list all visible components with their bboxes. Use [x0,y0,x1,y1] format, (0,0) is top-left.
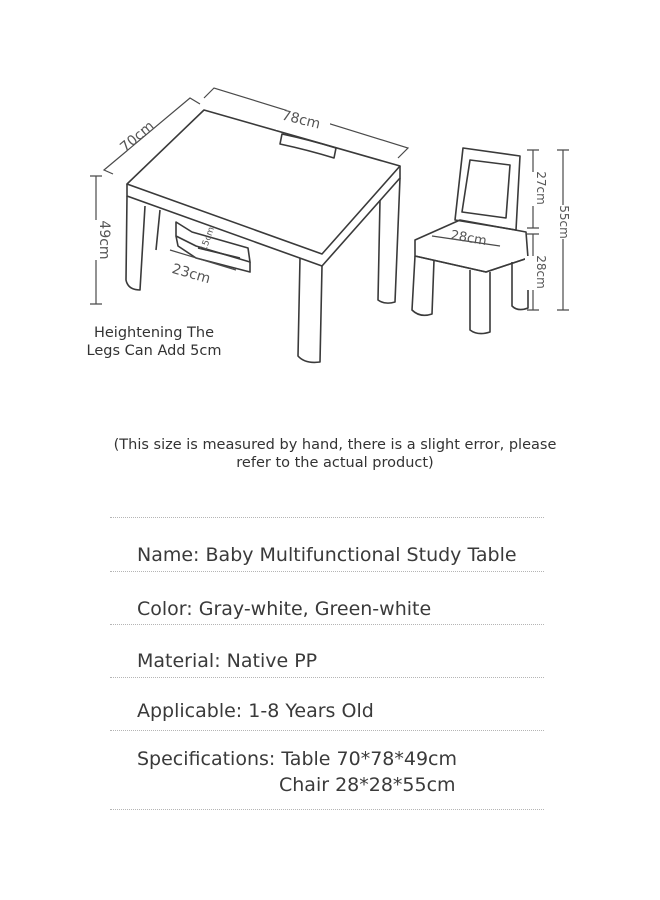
dim-chair-total-height: 55cm [557,205,571,239]
table-leg-back-right [378,178,400,303]
spec-material-value: Native PP [226,650,318,672]
table-top [127,107,400,254]
divider [110,517,544,518]
spec-specifications-table: Table 70*78*49cm [281,748,458,770]
dim-table-depth: 70cm [117,118,158,156]
dim-table-width: 78cm [280,107,322,133]
table-leg-front-left [126,196,145,290]
spec-material-label: Material: [137,650,221,672]
divider [110,677,544,678]
spec-applicable-value: 1-8 Years Old [248,700,374,722]
divider [110,624,544,625]
spec-specifications-chair-line [279,774,456,796]
dim-drawer-size: 23cm [170,261,213,288]
dimension-diagram [0,0,660,380]
chair-leg-front-right [470,270,490,334]
spec-color [137,598,431,620]
dim-drawer-label: 15cm [199,225,218,253]
spec-color-value: Gray-white, Green-white [198,598,432,620]
dim-chair-seat-height: 28cm [534,255,548,289]
spec-color-label: Color: [137,598,193,620]
measurement-disclaimer: (This size is measured by hand, there is a slight error, please refer to the actual product) [113,437,557,471]
spec-material [137,650,317,672]
table-top-edge [127,166,400,266]
spec-name [137,544,517,566]
spec-specifications-chair: Chair 28*28*55cm [279,774,456,796]
dim-chair-seat: 28cm [449,228,488,250]
divider [110,809,544,810]
spec-applicable [137,700,374,722]
spec-specifications [137,748,457,770]
spec-applicable-label: Applicable: [137,700,243,722]
dim-table-height: 49cm [96,220,112,260]
dim-chair-back-height: 27cm [534,171,548,205]
spec-specifications-label: Specifications: [137,748,276,770]
spec-name-label: Name: [137,544,200,566]
divider [110,730,544,731]
spec-name-value: Baby Multifunctional Study Table [205,544,517,566]
chair-leg-front-left [412,256,434,315]
table-leg-front-right [298,258,322,362]
legs-height-note: Heightening The Legs Can Add 5cm [86,325,222,359]
divider [110,571,544,572]
